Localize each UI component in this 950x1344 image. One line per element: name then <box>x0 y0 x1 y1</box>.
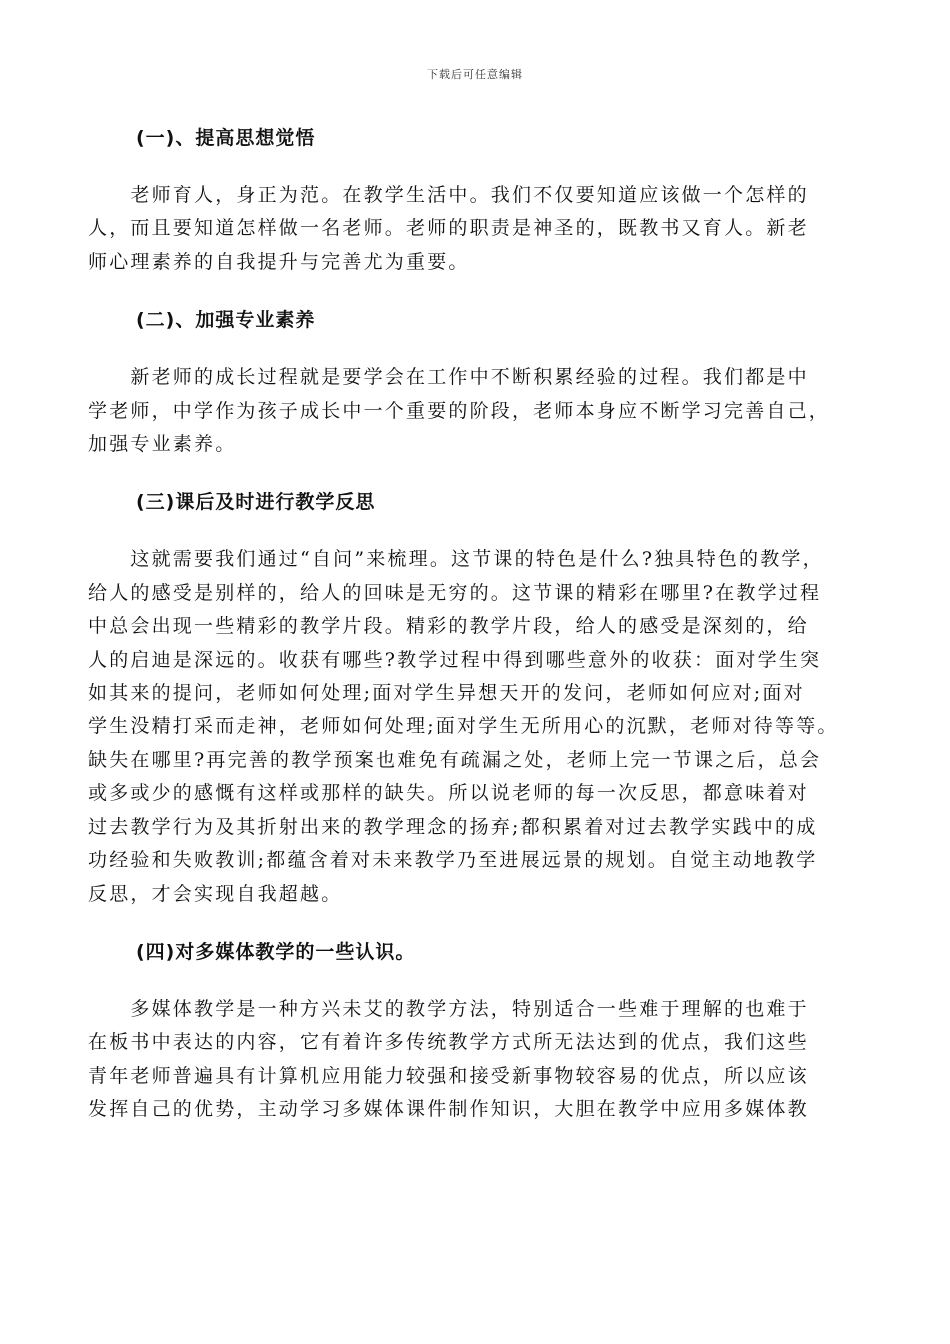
paragraph-line: 如其来的提问，老师如何处理;面对学生异想天开的发问，老师如何应对;面对 <box>88 682 805 705</box>
section-paragraph-4 <box>88 993 878 1127</box>
paragraph-line: 人的启迪是深远的。收获有哪些?教学过程中得到哪些意外的收获：面对学生突 <box>88 648 822 671</box>
paragraph-line: 人，而且要知道怎样做一名老师。老师的职责是神圣的，既教书又育人。新老 <box>88 217 809 240</box>
section-paragraph-3 <box>88 543 878 910</box>
paragraph-line: 缺失在哪里?再完善的教学预案也难免有疏漏之处，老师上完一节课之后，总会 <box>88 748 822 771</box>
paragraph-line: 给人的感受是别样的，给人的回味是无穷的。这节课的精彩在哪里?在教学过程 <box>88 581 822 604</box>
paragraph-line: 反思，才会实现自我超越。 <box>88 882 343 905</box>
section-heading-4: (四)对多媒体教学的一些认识。 <box>136 940 416 963</box>
paragraph-line: 新老师的成长过程就是要学会在工作中不断积累经验的过程。我们都是中 <box>88 366 809 389</box>
section-heading-3: (三)课后及时进行教学反思 <box>136 491 376 514</box>
section-paragraph-2 <box>88 361 878 461</box>
paragraph-line: 发挥自己的优势，主动学习多媒体课件制作知识，大胆在教学中应用多媒体教 <box>88 1098 809 1121</box>
paragraph-line: 加强专业素养。 <box>88 433 237 456</box>
paragraph-line: 功经验和失败教训;都蕴含着对未来教学乃至进展远景的规划。自觉主动地教学 <box>88 849 818 872</box>
paragraph-line: 青年老师普遍具有计算机应用能力较强和接受新事物较容易的优点，所以应该 <box>88 1064 809 1087</box>
paragraph-line: 中总会出现一些精彩的教学片段。精彩的教学片段，给人的感受是深刻的，给 <box>88 615 809 638</box>
paragraph-line: 多媒体教学是一种方兴未艾的教学方法，特别适合一些难于理解的也难于 <box>88 997 809 1020</box>
paragraph-line: 在板书中表达的内容，它有着许多传统教学方式所无法达到的优点，我们这些 <box>88 1031 809 1054</box>
paragraph-line: 老师育人，身正为范。在教学生活中。我们不仅要知道应该做一个怎样的 <box>88 184 809 206</box>
paragraph-line: 学生没精打采而走神，老师如何处理;面对学生无所用心的沉默，老师对待等等。 <box>88 715 839 738</box>
paragraph-line: 过去教学行为及其折射出来的教学理念的扬弃;都积累着对过去教学实践中的成 <box>88 815 818 838</box>
paragraph-line: 学老师，中学作为孩子成长中一个重要的阶段，老师本身应不断学习完善自己， <box>88 399 831 422</box>
paragraph-line: 这就需要我们通过“自问”来梳理。这节课的特色是什么?独具特色的教学， <box>88 548 824 571</box>
section-heading-1: (一)、提高思想觉悟 <box>136 127 316 149</box>
section-paragraph-1 <box>88 179 878 279</box>
document-body <box>88 120 878 1127</box>
header-note: 下载后可任意编辑 <box>427 68 523 81</box>
section-heading-2: (二)、加强专业素养 <box>136 309 316 332</box>
paragraph-line: 师心理素养的自我提升与完善尤为重要。 <box>88 250 470 273</box>
paragraph-line: 或多或少的感慨有这样或那样的缺失。所以说老师的每一次反思，都意味着对 <box>88 782 809 805</box>
